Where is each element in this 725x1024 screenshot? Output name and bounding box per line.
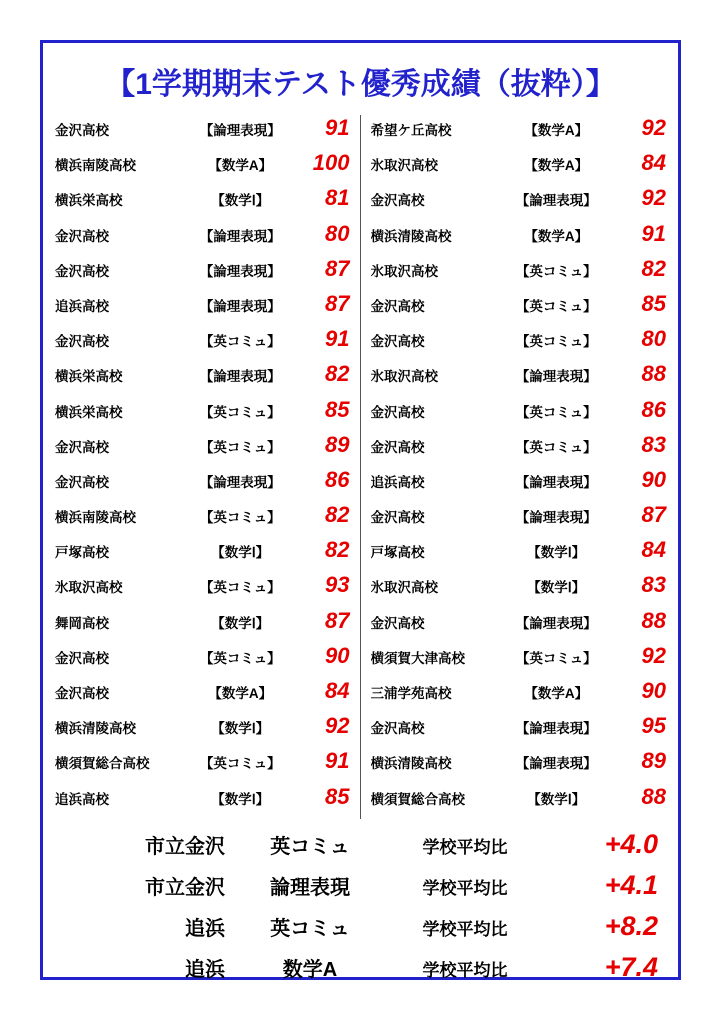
summary-section (43, 829, 678, 993)
score-value: 92 (641, 185, 666, 211)
score-value: 85 (641, 290, 666, 316)
table-row (371, 537, 667, 572)
table-row (371, 748, 667, 783)
school-name: 追浜高校 (55, 791, 109, 807)
score-value: 84 (325, 678, 350, 703)
subject-name: 【数学Ⅰ】 (527, 545, 586, 561)
subject-name: 【数学A】 (208, 158, 273, 174)
table-row (371, 713, 667, 748)
school-name: 希望ケ丘高校 (370, 123, 452, 138)
subject-name: 【数学A】 (208, 686, 273, 701)
table-row (371, 115, 667, 150)
school-name: 金沢高校 (55, 334, 109, 350)
subject-name: 【数学A】 (524, 123, 589, 138)
score-value: 84 (641, 150, 666, 176)
school-name: 横浜清陵高校 (370, 228, 452, 244)
subject-name: 【英コミュ】 (199, 404, 281, 420)
summary-subject: 英コミュ (270, 835, 350, 858)
school-name: 金沢高校 (55, 474, 109, 490)
score-value: 82 (325, 537, 350, 563)
school-name: 金沢高校 (370, 404, 425, 420)
score-value: 87 (325, 607, 350, 633)
score-value: 85 (325, 396, 350, 422)
summary-school: 市立金沢 (145, 876, 225, 899)
score-value: 87 (325, 290, 350, 316)
school-name: 金沢高校 (55, 686, 109, 701)
table-row (371, 572, 667, 607)
school-name: 横浜栄高校 (55, 404, 123, 420)
table-row (55, 572, 350, 607)
score-value: 82 (641, 255, 666, 281)
results-column-right (361, 115, 667, 819)
subject-name: 【英コミュ】 (199, 510, 281, 526)
score-value: 91 (325, 748, 350, 774)
table-row (371, 608, 667, 643)
table-row (55, 221, 350, 256)
school-name: 横浜清陵高校 (55, 721, 136, 737)
table-row (371, 432, 667, 467)
summary-subject: 数学A (282, 958, 338, 981)
score-value: 90 (325, 642, 350, 668)
subject-name: 【英コミュ】 (199, 439, 281, 455)
subject-name: 【数学A】 (524, 686, 589, 701)
subject-name: 【論理表現】 (199, 369, 281, 385)
score-value: 87 (325, 255, 350, 281)
subject-name: 【論理表現】 (199, 298, 281, 314)
school-name: 金沢高校 (55, 263, 109, 279)
subject-name: 【英コミュ】 (199, 756, 281, 772)
school-name: 氷取沢高校 (55, 580, 123, 596)
school-name: 横須賀総合高校 (55, 756, 150, 772)
subject-name: 【論理表現】 (199, 263, 281, 279)
score-value: 82 (325, 502, 350, 528)
subject-name: 【論理表現】 (199, 228, 281, 244)
summary-school: 追浜 (185, 958, 225, 981)
subject-name: 【数学Ⅰ】 (527, 791, 586, 807)
score-value: 83 (641, 572, 666, 598)
summary-row (57, 870, 664, 911)
school-name: 横浜栄高校 (55, 369, 123, 385)
table-row (371, 291, 667, 326)
school-name: 横須賀大津高校 (370, 650, 465, 666)
score-value: 92 (325, 713, 350, 739)
school-name: 金沢高校 (370, 615, 425, 631)
summary-value: +4.0 (604, 828, 658, 859)
table-row (371, 256, 667, 291)
school-name: 金沢高校 (55, 439, 109, 455)
subject-name: 【英コミュ】 (199, 334, 281, 350)
table-row (55, 256, 350, 291)
table-row (55, 784, 350, 819)
school-name: 横浜南陵高校 (55, 510, 136, 526)
score-value: 95 (641, 713, 666, 739)
school-name: 追浜高校 (370, 474, 425, 490)
score-value: 86 (325, 466, 350, 492)
school-name: 戸塚高校 (55, 545, 109, 561)
score-value: 91 (641, 220, 666, 246)
summary-label: 学校平均比 (422, 837, 508, 857)
summary-value: +7.4 (604, 951, 658, 982)
score-value: 100 (312, 150, 350, 176)
results-columns (43, 115, 678, 819)
results-sheet (40, 40, 681, 980)
school-name: 金沢高校 (370, 193, 425, 209)
summary-label: 学校平均比 (422, 878, 508, 898)
table-row (371, 150, 667, 185)
table-row (371, 678, 667, 713)
table-row (55, 537, 350, 572)
subject-name: 【数学A】 (524, 158, 589, 174)
subject-name: 【数学Ⅰ】 (211, 545, 270, 561)
score-value: 80 (641, 326, 666, 352)
school-name: 金沢高校 (370, 721, 425, 737)
score-value: 84 (641, 537, 666, 563)
score-value: 82 (325, 361, 350, 387)
school-name: 氷取沢高校 (370, 369, 438, 385)
school-name: 金沢高校 (370, 298, 425, 314)
school-name: 横浜南陵高校 (55, 158, 136, 174)
subject-name: 【英コミュ】 (515, 263, 597, 279)
table-row (55, 150, 350, 185)
summary-label: 学校平均比 (422, 960, 508, 980)
score-value: 93 (325, 572, 350, 598)
table-row (371, 397, 667, 432)
summary-subject: 論理表現 (270, 876, 350, 899)
score-value: 90 (641, 678, 666, 703)
table-row (55, 748, 350, 783)
table-row (371, 185, 667, 220)
subject-name: 【論理表現】 (515, 756, 597, 772)
school-name: 氷取沢高校 (370, 263, 438, 279)
subject-name: 【数学A】 (524, 228, 589, 244)
subject-name: 【論理表現】 (515, 474, 597, 490)
subject-name: 【論理表現】 (515, 615, 597, 631)
subject-name: 【論理表現】 (515, 721, 597, 737)
school-name: 横浜栄高校 (55, 193, 123, 209)
table-row (55, 185, 350, 220)
score-value: 90 (641, 466, 666, 492)
table-row (371, 326, 667, 361)
page-title: 【1学期期末テスト優秀成績（抜粋）】 (105, 68, 616, 101)
summary-value: +8.2 (604, 910, 658, 941)
subject-name: 【論理表現】 (199, 123, 281, 138)
summary-school: 市立金沢 (145, 835, 225, 858)
results-column-left (55, 115, 361, 819)
school-name: 戸塚高校 (370, 545, 425, 561)
table-row (55, 291, 350, 326)
subject-name: 【英コミュ】 (199, 580, 281, 596)
table-row (371, 643, 667, 678)
score-value: 88 (641, 607, 666, 633)
summary-label: 学校平均比 (422, 919, 508, 939)
table-row (55, 361, 350, 396)
summary-row (57, 829, 664, 870)
subject-name: 【論理表現】 (515, 369, 597, 385)
school-name: 舞岡高校 (55, 615, 109, 631)
score-value: 88 (641, 783, 666, 809)
subject-name: 【英コミュ】 (515, 298, 597, 314)
score-value: 87 (641, 502, 666, 528)
subject-name: 【数学Ⅰ】 (211, 615, 270, 631)
table-row (55, 432, 350, 467)
subject-name: 【論理表現】 (199, 474, 281, 490)
school-name: 氷取沢高校 (370, 580, 438, 596)
subject-name: 【数学Ⅰ】 (211, 193, 270, 209)
school-name: 三浦学苑高校 (370, 686, 452, 701)
score-value: 91 (325, 115, 350, 140)
table-row (55, 115, 350, 150)
school-name: 金沢高校 (370, 334, 425, 350)
school-name: 横浜清陵高校 (370, 756, 452, 772)
summary-value: +4.1 (604, 869, 658, 900)
school-name: 追浜高校 (55, 298, 109, 314)
score-value: 92 (641, 642, 666, 668)
table-row (55, 643, 350, 678)
school-name: 金沢高校 (370, 439, 425, 455)
table-row (55, 467, 350, 502)
subject-name: 【数学Ⅰ】 (211, 721, 270, 737)
table-row (55, 397, 350, 432)
school-name: 金沢高校 (55, 228, 109, 244)
score-value: 91 (325, 326, 350, 352)
subject-name: 【数学Ⅰ】 (211, 791, 270, 807)
subject-name: 【論理表現】 (515, 193, 597, 209)
table-row (55, 678, 350, 713)
score-value: 88 (641, 361, 666, 387)
table-row (55, 326, 350, 361)
subject-name: 【英コミュ】 (515, 334, 597, 350)
school-name: 金沢高校 (370, 510, 425, 526)
score-value: 89 (325, 431, 350, 457)
score-value: 81 (325, 185, 350, 211)
score-value: 89 (641, 748, 666, 774)
score-value: 85 (325, 783, 350, 809)
table-row (371, 467, 667, 502)
score-value: 80 (325, 220, 350, 246)
table-row (371, 784, 667, 819)
subject-name: 【英コミュ】 (515, 650, 597, 666)
score-value: 92 (641, 115, 666, 140)
table-row (55, 713, 350, 748)
school-name: 金沢高校 (55, 123, 109, 138)
table-row (55, 608, 350, 643)
summary-school: 追浜 (185, 917, 225, 940)
table-row (55, 502, 350, 537)
subject-name: 【英コミュ】 (199, 650, 281, 666)
school-name: 金沢高校 (55, 650, 109, 666)
summary-subject: 英コミュ (270, 917, 350, 940)
table-row (371, 502, 667, 537)
score-value: 83 (641, 431, 666, 457)
summary-row (57, 911, 664, 952)
summary-row (57, 952, 664, 993)
subject-name: 【論理表現】 (515, 510, 597, 526)
subject-name: 【英コミュ】 (515, 404, 597, 420)
score-value: 86 (641, 396, 666, 422)
school-name: 氷取沢高校 (370, 158, 438, 174)
school-name: 横須賀総合高校 (370, 791, 465, 807)
subject-name: 【英コミュ】 (515, 439, 597, 455)
subject-name: 【数学Ⅰ】 (527, 580, 586, 596)
table-row (371, 221, 667, 256)
table-row (371, 361, 667, 396)
